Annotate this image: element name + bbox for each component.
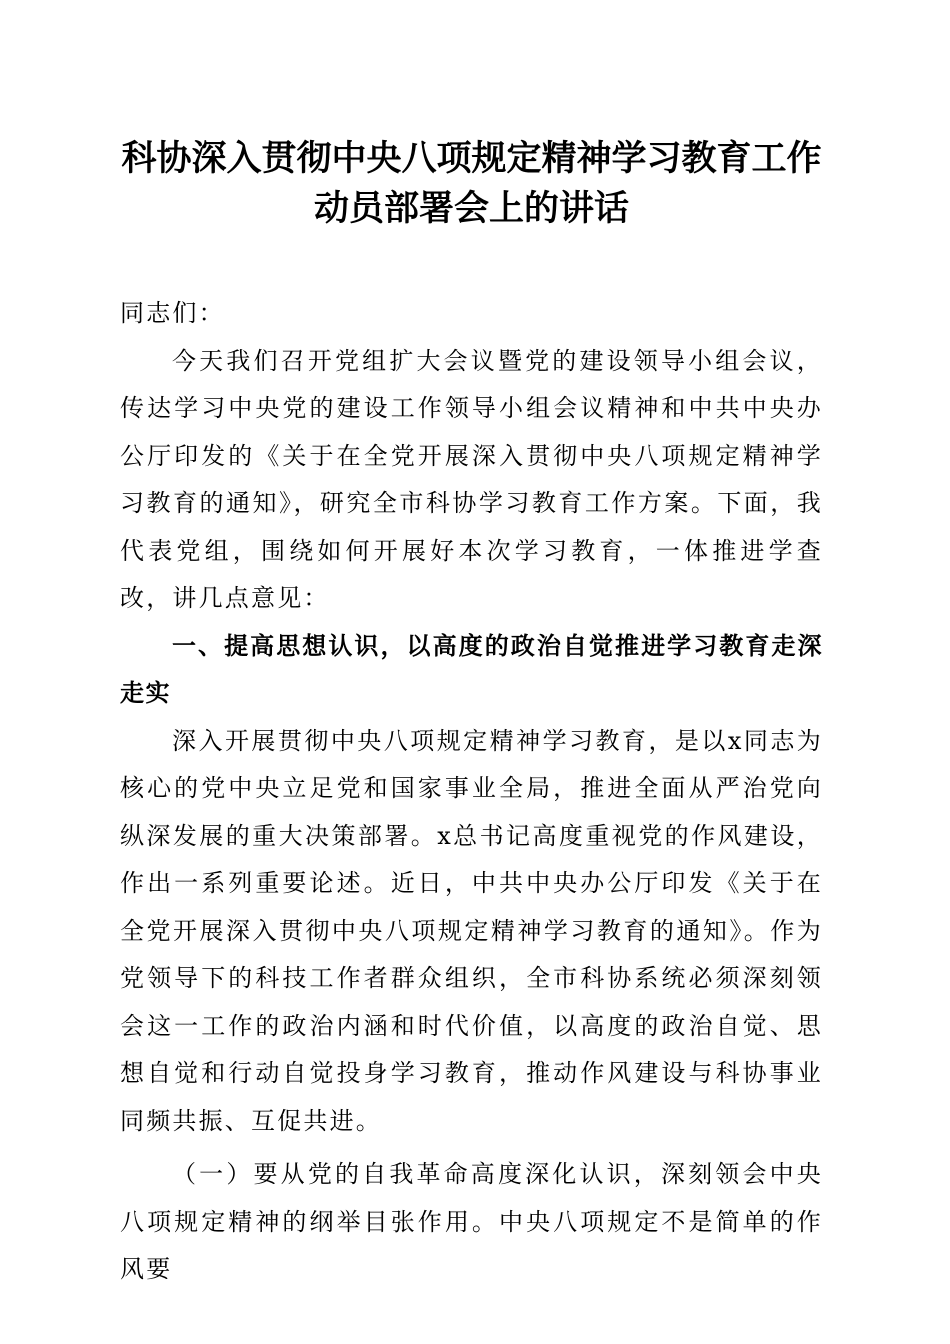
salutation: 同志们： — [120, 299, 225, 327]
document-page — [120, 134, 823, 1294]
title-line-1: 科协深入贯彻中央八项规定精神学习教育工作 — [121, 138, 822, 179]
document-body — [120, 290, 823, 1294]
subsection-1-paragraph: （一）要从党的自我革命高度深化认识，深刻领会中央八项规定精神的纲举目张作用。中央八项规定不是简单的作风要 — [120, 1160, 823, 1283]
title-line-2: 动员部署会上的讲话 — [313, 188, 629, 229]
intro-paragraph: 今天我们召开党组扩大会议暨党的建设领导小组会议，传达学习中央党的建设工作领导小组会议精神和中共中央办公厅印发的《关于在全党开展深入贯彻中央八项规定精神学习教育的通知》，研究全市科协学习教育工作方案。下面，我代表党组，围绕如何开展好本次学习教育，一体推进学查改，讲几点意见： — [120, 346, 823, 612]
section-1-heading: 一、提高思想认识，以高度的政治自觉推进学习教育走深走实 — [120, 631, 823, 707]
section-1-paragraph: 深入开展贯彻中央八项规定精神学习教育，是以x同志为核心的党中央立足党和国家事业全局，推进全面从严治党向纵深发展的重大决策部署。x总书记高度重视党的作风建设，作出一系列重要论述。近日，中共中央办公厅印发《关于在全党开展深入贯彻中央八项规定精神学习教育的通知》。作为党领导下的科技工作者群众组织，全市科协系统必须深刻领会这一工作的政治内涵和时代价值，以高度的政治自觉、思想自觉和行动自觉投身学习教育，推动作风建设与科协事业同频共振、互促共进。 — [120, 726, 823, 1135]
document-title — [120, 134, 823, 234]
